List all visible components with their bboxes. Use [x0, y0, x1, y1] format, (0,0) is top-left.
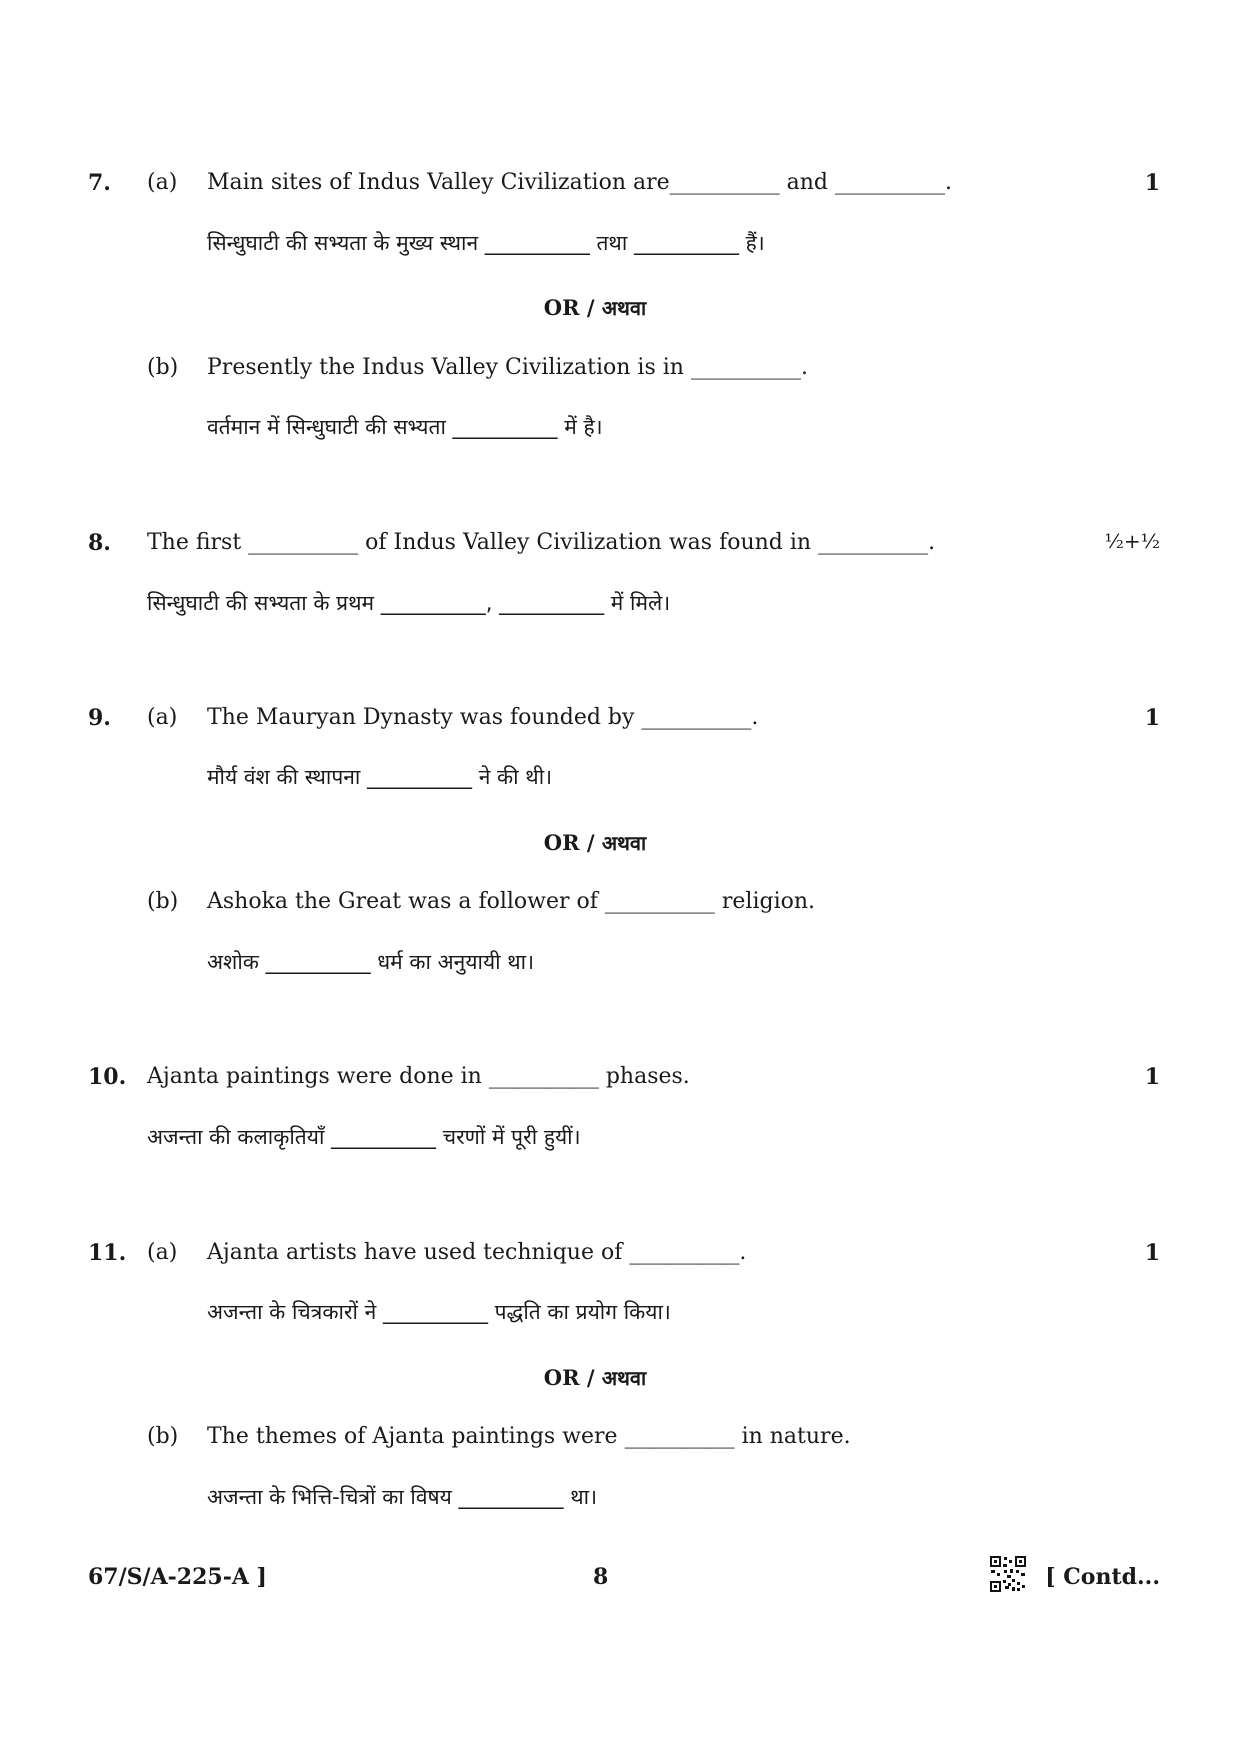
question-number: 9.	[88, 705, 111, 731]
question-text-hindi: मौर्य वंश की स्थापना __________ ने की थी।	[207, 765, 553, 789]
question-text: The themes of Ajanta paintings were __________ in nature.	[207, 1424, 851, 1449]
marks: 1	[1144, 1064, 1160, 1090]
part-label: (a)	[147, 1240, 178, 1265]
question-number: 7.	[88, 170, 111, 196]
or-label-hindi: अथवा	[601, 1366, 647, 1390]
page-number: 8	[593, 1564, 609, 1590]
question-text: The first __________ of Indus Valley Civilization was found in __________.	[147, 530, 936, 555]
or-sep: /	[579, 295, 602, 320]
marks: 1	[1144, 170, 1160, 196]
question-text: Ajanta paintings were done in __________ phases.	[147, 1064, 690, 1089]
or-sep: /	[579, 830, 602, 855]
question-text: Ajanta artists have used technique of __________.	[207, 1240, 747, 1265]
question-text: The Mauryan Dynasty was founded by __________.	[207, 705, 759, 730]
part-label: (b)	[147, 889, 179, 914]
question-text-hindi: सिन्धुघाटी की सभ्यता के प्रथम __________, __________ में मिले।	[147, 591, 671, 615]
question-number: 10.	[88, 1064, 127, 1090]
or-label: OR	[543, 830, 580, 855]
contd-label: [ Contd...	[1045, 1564, 1160, 1590]
part-label: (b)	[147, 1424, 179, 1449]
question-text: Main sites of Indus Valley Civilization are__________ and __________.	[207, 170, 952, 195]
or-separator	[0, 293, 1190, 323]
marks: 1	[1144, 1240, 1160, 1266]
paper-code: 67/S/A-225-A ]	[88, 1564, 267, 1590]
question-text: Presently the Indus Valley Civilization is in __________.	[207, 355, 808, 380]
or-separator	[0, 1363, 1190, 1393]
marks: ½+½	[1104, 529, 1160, 553]
part-label: (a)	[147, 705, 178, 730]
question-text: Ashoka the Great was a follower of __________ religion.	[207, 889, 816, 914]
question-number: 8.	[88, 530, 111, 556]
question-number: 11.	[88, 1240, 127, 1266]
or-separator	[0, 828, 1190, 858]
or-label: OR	[543, 295, 580, 320]
question-text-hindi: अजन्ता के चित्रकारों ने __________ पद्धति का प्रयोग किया।	[207, 1300, 671, 1324]
part-label: (b)	[147, 355, 179, 380]
or-label: OR	[543, 1365, 580, 1390]
marks: 1	[1144, 705, 1160, 731]
or-label-hindi: अथवा	[601, 296, 647, 320]
question-text-hindi: सिन्धुघाटी की सभ्यता के मुख्य स्थान __________ तथा __________ हैं।	[207, 231, 765, 255]
question-text-hindi: अजन्ता की कलाकृतियाँ __________ चरणों में पूरी हुयीं।	[147, 1125, 581, 1149]
part-label: (a)	[147, 170, 178, 195]
question-text-hindi: अशोक __________ धर्म का अनुयायी था।	[207, 950, 535, 974]
or-label-hindi: अथवा	[601, 831, 647, 855]
or-sep: /	[579, 1365, 602, 1390]
question-text-hindi: अजन्ता के भित्ति-चित्रों का विषय __________ था।	[207, 1485, 598, 1509]
qr-code-icon	[990, 1556, 1026, 1592]
question-text-hindi: वर्तमान में सिन्धुघाटी की सभ्यता __________ में है।	[207, 415, 603, 439]
